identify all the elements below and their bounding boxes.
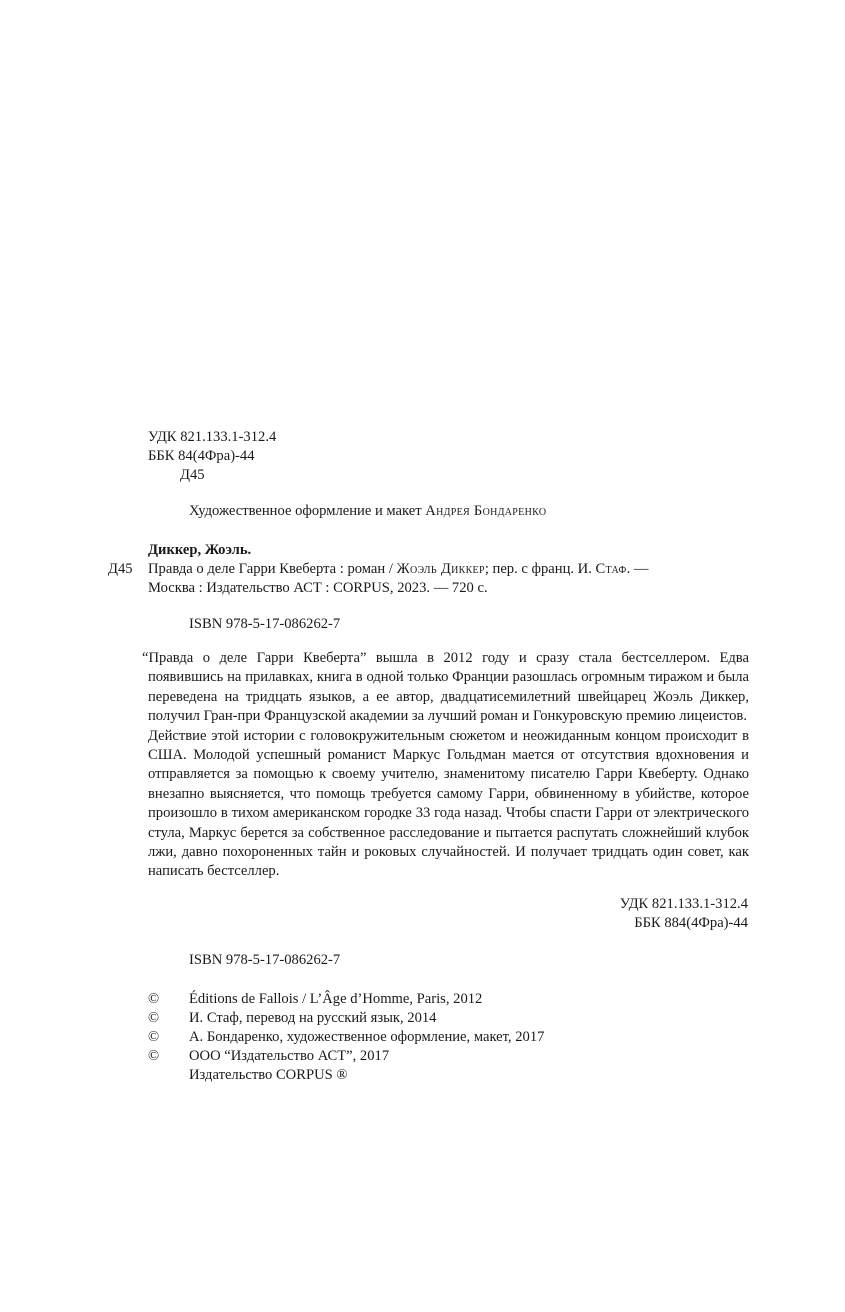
publisher-mark: Издательство CORPUS ® <box>189 1067 348 1083</box>
copyright-text: И. Стаф, перевод на русский язык, 2014 <box>189 1010 437 1026</box>
author-mark: Д45 <box>180 467 205 483</box>
copyright-symbol: © <box>148 1010 160 1026</box>
copyright-row <box>148 1009 436 1028</box>
copyright-symbol: © <box>148 1048 160 1064</box>
copyright-text: ООО “Издательство АСТ”, 2017 <box>189 1048 390 1064</box>
annotation-paragraph-1: “Правда о деле Гарри Квеберта” вышла в 2012 году и сразу стала бестселлером. Едва появившись на прилавках, книга в одной только Франции разошлась огромным тиражом и была переведена на тридцать языков, а ее автор, двадцатисемилетний швейцарец Жоэль Диккер, получил Гран-при Французской академии за лучший роман и Гонкуровскую премию лицеистов. <box>142 650 749 725</box>
bbk-code: ББК 84(4Фра)-44 <box>148 448 255 464</box>
annotation-paragraph-2: Действие этой истории с головокружительным сюжетом и неожиданным концом происходит в США. Молодой успешный романист Маркус Гольдман мается от отсутствия вдохновения и отправляется за помощью к своему учителю, знаменитому писателю Гарри Квеберту. Однако внезапно выясняется, что помощь требуется самому Гарри, обвиненному в убийстве, которое произошло в тихом американском городке 33 года назад. Чтобы спасти Гарри от электрического стула, Маркус берется за собственное расследование и пытается распутать сложнейший клубок лжи, давно похороненных тайн и роковых случайностей. И получает тридцать один совет, как написать бестселлер. <box>148 727 749 880</box>
author-name: Жоэль Диккер <box>396 561 485 577</box>
copyright-text: А. Бондаренко, художественное оформление, макет, 2017 <box>189 1029 545 1045</box>
title-part: Правда о деле Гарри Квеберта : роман / <box>148 561 393 577</box>
annotation <box>142 649 749 882</box>
side-author-mark: Д45 <box>108 561 133 577</box>
design-credit-prefix: Художественное оформление и макет <box>189 503 422 519</box>
copyright-text: Éditions de Fallois / L’Âge d’Homme, Paris, 2012 <box>189 991 483 1007</box>
isbn-top: ISBN 978-5-17-086262-7 <box>189 616 341 632</box>
translation-end: . — <box>626 561 649 577</box>
copyright-symbol: © <box>148 1029 160 1045</box>
imprint: Москва : Издательство АСТ : CORPUS, 2023. — 720 с. <box>148 580 488 596</box>
translator-name: Стаф <box>595 561 627 577</box>
translation-part: ; пер. с франц. И. <box>484 561 592 577</box>
design-credit-name: Андрея Бондаренко <box>425 503 547 519</box>
copyright-symbol: © <box>148 991 160 1007</box>
copyright-row <box>148 1028 544 1047</box>
design-credit <box>189 502 546 521</box>
udk-code: УДК 821.133.1-312.4 <box>148 429 277 445</box>
copyright-row <box>148 1047 389 1066</box>
title-statement <box>148 560 648 579</box>
bbk-code-bottom: ББК 884(4Фра)-44 <box>634 915 748 931</box>
author-heading: Диккер, Жоэль. <box>148 542 252 558</box>
udk-code-bottom: УДК 821.133.1-312.4 <box>619 896 748 912</box>
isbn-bottom: ISBN 978-5-17-086262-7 <box>189 952 341 968</box>
copyright-row <box>148 990 482 1009</box>
